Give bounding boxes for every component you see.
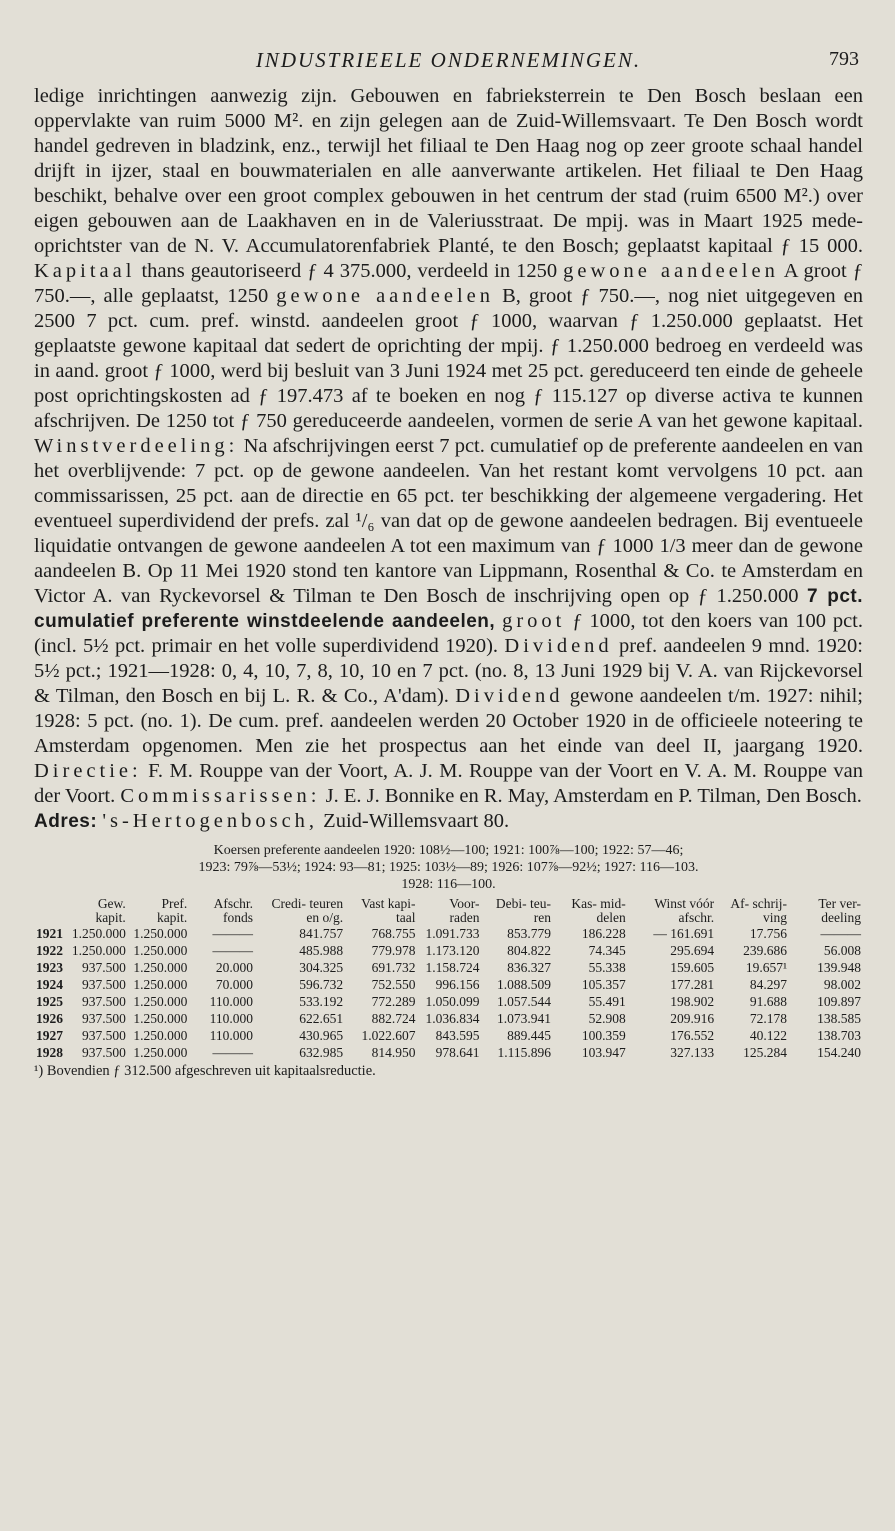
- table-cell: 19.657¹: [745, 960, 787, 975]
- price-line: Koersen preferente aandeelen 1920: 108½—100; 1921: 100⅞—100; 1922: 57—46;: [213, 843, 684, 858]
- table-cell: 55.338: [588, 960, 626, 975]
- text-segment: Zuid-Willemsvaart 80.: [323, 810, 510, 832]
- column-header: Voor- raden: [449, 896, 480, 925]
- table-cell: 304.325: [299, 960, 344, 975]
- table-cell: 98.002: [823, 977, 861, 992]
- table-cell: 937.500: [81, 1045, 126, 1060]
- table-cell: 1.073.941: [497, 1011, 552, 1026]
- table-cell: 177.281: [670, 977, 715, 992]
- table-cell: ———: [820, 926, 861, 941]
- table-cell: 139.948: [817, 960, 861, 975]
- table-cell: 295.694: [670, 943, 715, 958]
- table-cell: 55.491: [588, 994, 626, 1009]
- table-cell: 772.289: [371, 994, 416, 1009]
- share-prices: [34, 842, 863, 893]
- column-header: Gew. kapit.: [95, 896, 126, 925]
- table-cell: 882.724: [371, 1011, 416, 1026]
- column-header: Pref. kapit.: [156, 896, 188, 925]
- text-segment: ƒ 1000, tot den koers van 100 pct. (incl. 5½ pct. primair en het volle superdividend 1920).: [34, 610, 864, 657]
- table-cell: 1.036.834: [425, 1011, 480, 1026]
- table-cell: 110.000: [209, 994, 253, 1009]
- table-cell: 239.686: [743, 943, 787, 958]
- column-header: Vast kapi- taal: [361, 896, 416, 925]
- table-cell: 91.688: [749, 994, 787, 1009]
- table-cell: 209.916: [670, 1011, 715, 1026]
- directie-label: Directie:: [34, 760, 142, 782]
- page-number: 793: [829, 48, 859, 70]
- table-cell: 1.250.000: [133, 943, 188, 958]
- table-cell: 889.445: [507, 1028, 552, 1043]
- table-cell: 779.978: [371, 943, 416, 958]
- table-cell: 691.732: [371, 960, 416, 975]
- text-segment: A groot ƒ 750.—, alle geplaatst, 1250: [34, 260, 864, 307]
- table-cell: 1.115.896: [497, 1045, 552, 1060]
- table-cell: 814.950: [371, 1045, 416, 1060]
- table-cell: 937.500: [81, 960, 126, 975]
- column-header: Kas- mid- delen: [571, 896, 626, 925]
- groot-label: groot: [502, 610, 566, 632]
- table-cell: 937.500: [81, 994, 126, 1009]
- text-segment: B, groot ƒ 750.—, nog niet uitgegeven en 2500 7 pct. cum. pref. winstd. aandeelen groot ƒ 1000, waarvan ƒ 1.250.000 geplaatst. Het geplaatste gewone kapitaal dat sedert de oprichting der mpij. ƒ 1.250.000 bedroeg en verdeeld was in aand. groot ƒ 1000, werd bij besluit van 3 Juni 1924 met 25 pct. gereduceerd ten einde de geheele post oprichtingskosten ad ƒ 197.473 af te boeken en nog ƒ 115.127 op diverse activa te kunnen afschrijven. De 1250 tot ƒ 750 gereduceerde aandeelen, vormen de serie A van het gewone kapitaal.: [34, 285, 863, 432]
- table-row: [34, 942, 863, 959]
- table-cell: 154.240: [817, 1045, 861, 1060]
- table-cell: 1.022.607: [361, 1028, 416, 1043]
- year-cell: 1922: [36, 943, 63, 958]
- table-cell: 836.327: [507, 960, 552, 975]
- table-cell: 20.000: [215, 960, 253, 975]
- year-cell: 1923: [36, 960, 63, 975]
- table-cell: 159.605: [670, 960, 715, 975]
- city-label: 's-Hertogenbosch,: [102, 810, 319, 832]
- table-row: [34, 993, 863, 1010]
- footnote-text: Bovendien ƒ 312.500 afgeschreven uit kapitaalsreductie.: [46, 1063, 376, 1079]
- year-cell: 1921: [36, 926, 63, 941]
- body-paragraph: [34, 84, 863, 834]
- page-header: [34, 48, 863, 84]
- table-cell: 853.779: [507, 926, 552, 941]
- table-cell: 485.988: [299, 943, 344, 958]
- table-cell: 1.250.000: [133, 1011, 188, 1026]
- table-cell: 843.595: [435, 1028, 480, 1043]
- dividend-label: Dividend: [504, 635, 613, 657]
- table-row: [34, 976, 863, 993]
- year-cell: 1928: [36, 1045, 63, 1060]
- table-header-row: [34, 897, 863, 925]
- table-cell: 596.732: [299, 977, 344, 992]
- table-cell: 533.192: [299, 994, 344, 1009]
- winstverdeeling-label: Winstverdeeling:: [34, 435, 239, 457]
- table-cell: 84.297: [749, 977, 787, 992]
- column-header: Credi- teuren en o/g.: [271, 896, 344, 925]
- table-cell: 1.250.000: [133, 1028, 188, 1043]
- column-header: [34, 897, 65, 925]
- text-segment: F. M. Rouppe van der Voort, A. J. M. Rouppe van der Voort en V. A. M. Rouppe van der Voort.: [34, 760, 864, 807]
- table-cell: 978.641: [435, 1045, 480, 1060]
- year-cell: 1924: [36, 977, 63, 992]
- table-cell: 768.755: [371, 926, 416, 941]
- table-cell: — 161.691: [653, 926, 715, 941]
- running-title: INDUSTRIEELE ONDERNEMINGEN.: [255, 48, 642, 72]
- column-header: Af- schrij- ving: [730, 896, 787, 925]
- table-body: [34, 925, 863, 1061]
- table-cell: 103.947: [581, 1045, 626, 1060]
- text-segment: J. E. J. Bonnike en R. May, Amsterdam en P. Tilman, Den Bosch.: [325, 785, 862, 807]
- year-cell: 1927: [36, 1028, 63, 1043]
- text-segment: ledige inrichtingen aanwezig zijn. Gebouwen en fabrieksterrein te Den Bosch beslaan een oppervlakte van ruim 5000 M². en zijn gelegen aan de Zuid-Willemsvaart. Te Den Bosch wordt handel gedreven in bladzink, enz., terwijl het filiaal te Den Haag nog op zeer groote schaal handel drijft in ijzer, staal en bouwmaterialen en alle aanverwante artikelen. Het filiaal te Den Haag beschikt, behalve over een groot complex gebouwen in het centrum der stad (ruim 6500 M².) over eigen gebouwen aan de Laakhaven en in de Valeriusstraat. De mpij. was in Maart 1925 mede-oprichtster van de N. V. Accumulatorenfabriek Planté, te den Bosch; geplaatst kapitaal ƒ 15 000.: [34, 85, 863, 257]
- table-row: [34, 959, 863, 976]
- table-cell: 138.585: [817, 1011, 861, 1026]
- adres-label: Adres:: [34, 811, 98, 832]
- table-cell: 752.550: [371, 977, 416, 992]
- gewone-aandeelen-label: gewone aandeelen: [276, 285, 495, 307]
- table-cell: 1.050.099: [425, 994, 480, 1009]
- table-cell: ———: [212, 943, 253, 958]
- table-cell: 70.000: [215, 977, 253, 992]
- table-cell: 105.357: [581, 977, 626, 992]
- table-cell: 125.284: [743, 1045, 787, 1060]
- table-cell: 17.756: [749, 926, 787, 941]
- table-cell: 198.902: [670, 994, 715, 1009]
- kapitaal-label: Kapitaal: [34, 260, 136, 282]
- table-cell: 1.091.733: [425, 926, 480, 941]
- table-cell: 138.703: [817, 1028, 861, 1043]
- table-cell: 100.359: [581, 1028, 626, 1043]
- table-cell: 1.173.120: [425, 943, 480, 958]
- table-cell: 1.250.000: [133, 1045, 188, 1060]
- table-cell: 1.057.544: [497, 994, 552, 1009]
- commissarissen-label: Commissarissen:: [120, 785, 321, 807]
- table-cell: 56.008: [823, 943, 861, 958]
- text-segment: Na afschrijvingen eerst 7 pct. cumulatief op de preferente aandeelen en van het overblijvende: 7 pct. op de gewone aandeelen. Van het restant komt vervolgens 10 pct. aan commissarissen, 25 pct. aan de directie en 65 pct. ter beschikking der algemeene vergadering. Het eventueel superdividend der prefs. zal ¹/₆ van dat op de gewone aandeelen bedragen. Bij eventueele liquidatie ontvangen de gewone aandeelen A tot een maximum van ƒ 1000 1/3 meer dan de gewone aandeelen B. Op 11 Mei 1920 stond ten kantore van Lippmann, Rosenthal & Co. te Amsterdam en Victor A. van Ryckevorsel & Tilman te Den Bosch de inschrijving open op ƒ 1.250.000: [34, 435, 864, 607]
- table-cell: 74.345: [588, 943, 626, 958]
- table-cell: 1.250.000: [133, 994, 188, 1009]
- table-cell: 109.897: [817, 994, 861, 1009]
- column-header: Afschr. fonds: [213, 896, 253, 925]
- text-segment: pref. aandeelen 9 mnd. 1920: 5½ pct.; 1921—1928: 0, 4, 10, 7, 8, 10, 10 en 7 pct. (no. 8, 13 Juni 1929 bij V. A. van Rijckevorsel & Tilman, den Bosch en bij L. R. & Co., A'dam).: [34, 635, 863, 707]
- price-line: 1928: 116—100.: [401, 877, 496, 892]
- table-cell: 622.651: [299, 1011, 344, 1026]
- table-cell: 176.552: [670, 1028, 715, 1043]
- table-cell: 52.908: [588, 1011, 626, 1026]
- table-cell: 327.133: [670, 1045, 715, 1060]
- table-cell: 1.250.000: [133, 960, 188, 975]
- table-cell: 72.178: [749, 1011, 787, 1026]
- issue-heading: 7 pct. cumulatief preferente winstdeelende aandeelen,: [34, 586, 863, 632]
- financial-table: [34, 897, 863, 1061]
- table-cell: 430.965: [299, 1028, 344, 1043]
- table-cell: 1.250.000: [133, 926, 188, 941]
- table-row: [34, 1027, 863, 1044]
- table-cell: 1.088.509: [497, 977, 552, 992]
- price-line: 1923: 79⅞—53½; 1924: 93—81; 1925: 103½—89; 1926: 107⅞—92½; 1927: 116—103.: [198, 860, 699, 875]
- table-row: [34, 1010, 863, 1027]
- table-cell: 632.985: [299, 1045, 344, 1060]
- table-cell: 937.500: [81, 1028, 126, 1043]
- table-cell: 1.158.724: [425, 960, 480, 975]
- footnote-mark: ¹): [34, 1063, 44, 1079]
- table-cell: ———: [212, 1045, 253, 1060]
- gewone-aandeelen-label: gewone aandeelen: [563, 260, 779, 282]
- table-cell: 110.000: [209, 1028, 253, 1043]
- year-cell: 1926: [36, 1011, 63, 1026]
- column-header: Debi- teu- ren: [495, 896, 552, 925]
- text-segment: gewone aandeelen t/m. 1927: nihil; 1928: 5 pct. (no. 1). De cum. pref. aandeelen werden 20 October 1920 in de officieele noteering te Amsterdam opgenomen. Men zie het prospectus aan het einde van deel II, jaargang 1920.: [34, 685, 863, 757]
- table-cell: 110.000: [209, 1011, 253, 1026]
- table-cell: 1.250.000: [71, 926, 126, 941]
- table-row: [34, 1044, 863, 1061]
- year-cell: 1925: [36, 994, 63, 1009]
- table-cell: 937.500: [81, 1011, 126, 1026]
- table-cell: 1.250.000: [133, 977, 188, 992]
- text-segment: thans geautoriseerd ƒ 4 375.000, verdeeld in 1250: [141, 260, 558, 282]
- footnote: [34, 1063, 863, 1080]
- table-row: [34, 925, 863, 942]
- company-description: [34, 84, 863, 834]
- table-cell: ———: [212, 926, 253, 941]
- table-cell: 804.822: [507, 943, 552, 958]
- table-cell: 1.250.000: [71, 943, 126, 958]
- table-cell: 996.156: [435, 977, 480, 992]
- dividend-label: Dividend: [455, 685, 564, 707]
- column-header: Ter ver- deeling: [818, 896, 861, 925]
- table-cell: 841.757: [299, 926, 344, 941]
- column-header: Winst vóór afschr.: [654, 896, 715, 925]
- table-cell: 186.228: [581, 926, 626, 941]
- table-cell: 937.500: [81, 977, 126, 992]
- table-cell: 40.122: [749, 1028, 787, 1043]
